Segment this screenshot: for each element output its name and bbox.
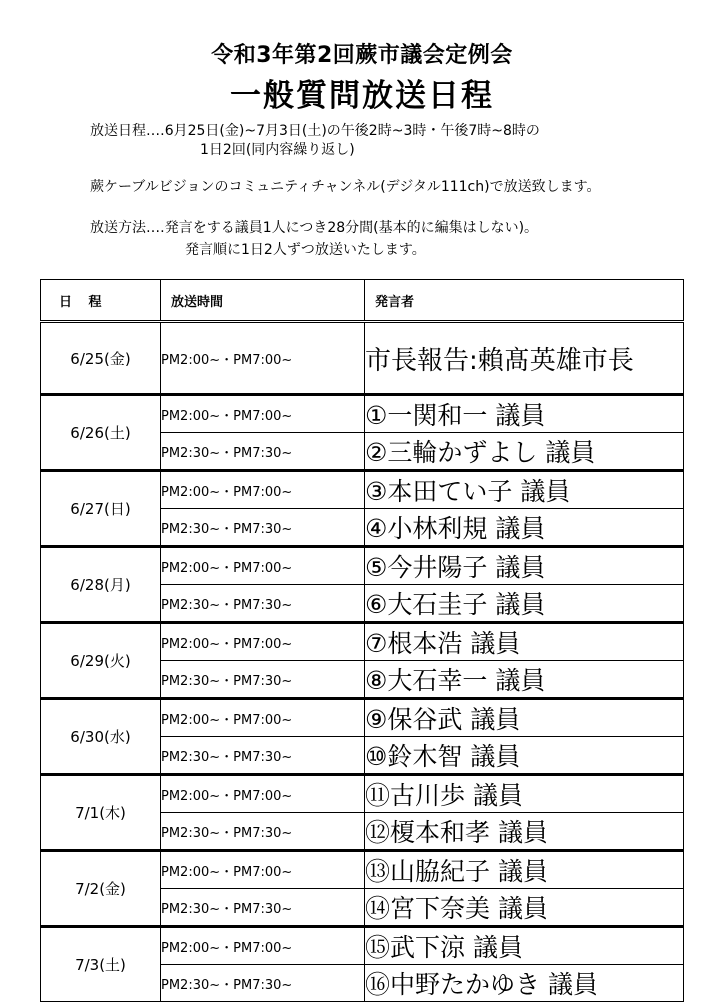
date-cell: 6/28(月): [41, 547, 161, 623]
table-row: [41, 927, 684, 965]
schedule-line-2: 1日2回(同内容繰り返し): [200, 142, 355, 158]
table-row: [41, 547, 684, 585]
time-cell: PM2:30~・PM7:30~: [161, 889, 365, 927]
header-date: 日 程: [41, 280, 161, 321]
time-cell: PM2:00~・PM7:00~: [161, 395, 365, 433]
speaker-cell: ⑭宮下奈美 議員: [365, 889, 684, 927]
speaker-cell: ②三輪かずよし 議員: [365, 433, 684, 471]
date-cell: 6/26(土): [41, 395, 161, 471]
channel-line: 蕨ケーブルビジョンのコミュニティチャンネル(デジタル111ch)で放送致します。: [90, 179, 601, 195]
speaker-cell: ①一関和一 議員: [365, 395, 684, 433]
time-cell: PM2:00~・PM7:00~: [161, 851, 365, 889]
speaker-cell: ⑤今井陽子 議員: [365, 547, 684, 585]
table-row: [41, 775, 684, 813]
time-cell: PM2:00~・PM7:00~: [161, 547, 365, 585]
table-row: [41, 851, 684, 889]
time-cell: PM2:30~・PM7:30~: [161, 813, 365, 851]
speaker-cell: ⑩鈴木智 議員: [365, 737, 684, 775]
date-cell: 6/27(日): [41, 471, 161, 547]
time-cell: PM2:30~・PM7:30~: [161, 965, 365, 1002]
date-cell: 7/1(木): [41, 775, 161, 851]
time-cell: PM2:30~・PM7:30~: [161, 509, 365, 547]
speaker-cell: ⑯中野たかゆき 議員: [365, 965, 684, 1002]
schedule-line-1: 放送日程‥‥6月25日(金)~7月3日(土)の午後2時~3時・午後7時~8時の: [90, 123, 540, 139]
method-line-2: 発言順に1日2人ずつ放送いたします。: [185, 242, 426, 258]
table-row: [41, 471, 684, 509]
date-cell: 7/3(土): [41, 927, 161, 1002]
time-cell: PM2:00~・PM7:00~: [161, 323, 365, 395]
speaker-cell: ⑦根本浩 議員: [365, 623, 684, 661]
date-cell: 6/25(金): [41, 323, 161, 395]
date-cell: 7/2(金): [41, 851, 161, 927]
time-cell: PM2:00~・PM7:00~: [161, 623, 365, 661]
header-speaker: 発言者: [365, 280, 684, 321]
speaker-cell: ⑥大石圭子 議員: [365, 585, 684, 623]
speaker-cell: ④小林利規 議員: [365, 509, 684, 547]
time-cell: PM2:30~・PM7:30~: [161, 737, 365, 775]
time-cell: PM2:30~・PM7:30~: [161, 661, 365, 699]
header-time: 放送時間: [161, 280, 365, 321]
table-row-mayor: [41, 323, 684, 395]
table-row: [41, 699, 684, 737]
speaker-cell: ⑫榎本和孝 議員: [365, 813, 684, 851]
table-header-row: [41, 280, 684, 321]
speaker-cell: ⑬山脇紀子 議員: [365, 851, 684, 889]
speaker-cell: ⑪古川歩 議員: [365, 775, 684, 813]
time-cell: PM2:30~・PM7:30~: [161, 585, 365, 623]
table-row: [41, 395, 684, 433]
time-cell: PM2:00~・PM7:00~: [161, 699, 365, 737]
time-cell: PM2:30~・PM7:30~: [161, 433, 365, 471]
time-cell: PM2:00~・PM7:00~: [161, 927, 365, 965]
date-cell: 6/30(水): [41, 699, 161, 775]
table-row: [41, 623, 684, 661]
date-cell: 6/29(火): [41, 623, 161, 699]
method-line-1: 放送方法‥‥発言をする議員1人につき28分間(基本的に編集はしない)。: [90, 220, 539, 236]
schedule-table: [40, 279, 684, 1002]
time-cell: PM2:00~・PM7:00~: [161, 775, 365, 813]
speaker-cell: ③本田てい子 議員: [365, 471, 684, 509]
speaker-cell: ⑮武下涼 議員: [365, 927, 684, 965]
speaker-cell: ⑧大石幸一 議員: [365, 661, 684, 699]
speaker-cell: ⑨保谷武 議員: [365, 699, 684, 737]
speaker-cell: 市長報告:賴髙英雄市長: [365, 323, 684, 395]
time-cell: PM2:00~・PM7:00~: [161, 471, 365, 509]
document-subtitle: 一般質問放送日程: [230, 78, 494, 114]
document-title: 令和3年第2回蕨市議会定例会: [211, 43, 513, 68]
